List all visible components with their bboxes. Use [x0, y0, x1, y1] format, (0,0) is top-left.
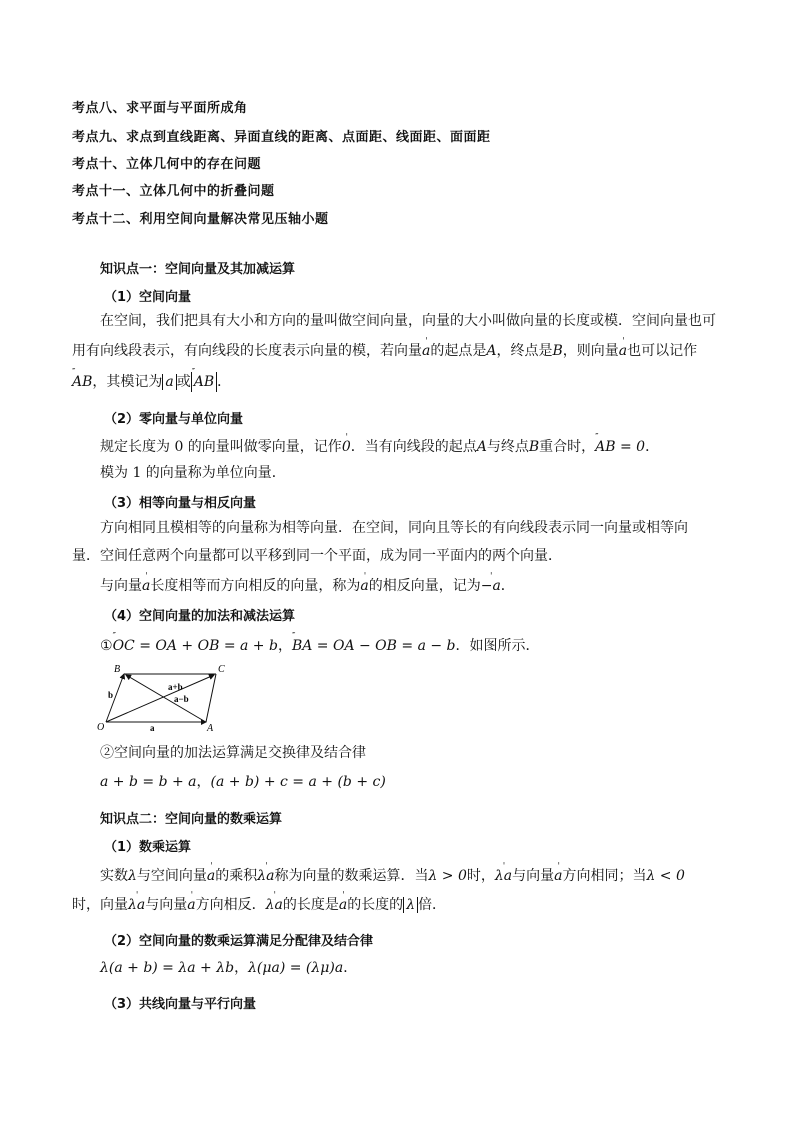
paragraph-line: ①′′′ OC = OA + OB = a + b，′′′ BA = OA − OB = a − b．如图所示．: [100, 636, 540, 656]
paragraph-line: 与向量' a长度相等而方向相反的向量，称为' a的相反向量，记为' −a．: [100, 576, 515, 596]
formula-line: a + b = b + a，(a + b) + c = a + (b + c): [100, 774, 386, 790]
paragraph-line: 规定长度为 0 的向量叫做零向量，记作' 0．当有向线段的起点A与终点B重合时，′′′ AB = 0．: [100, 437, 659, 457]
subsection-heading: （4）空间向量的加法和减法运算: [104, 609, 296, 624]
vector-label: a+b: [168, 682, 183, 692]
paragraph-line: 方向相同且模相等的向量称为相等向量．在空间，同向且等长的有向线段表示同一向量或相等向: [100, 520, 688, 536]
topic-item: 考点八、求平面与平面所成角: [72, 101, 248, 116]
topic-item: 考点十、立体几何中的存在问题: [72, 157, 262, 172]
vector-label: a: [150, 723, 155, 732]
vector-label: a−b: [174, 694, 189, 704]
subsection-heading: （2）零向量与单位向量: [104, 412, 244, 427]
paragraph-line: 用有向线段表示，有向线段的长度表示向量的模，若向量' a的起点是A，终点是B，则向量' a也可以记作: [72, 341, 697, 361]
subsection-heading: （3）相等向量与相反向量: [104, 496, 257, 511]
point-label: A: [207, 723, 214, 732]
point-label: O: [97, 722, 105, 732]
subsection-heading: （2）空间向量的数乘运算满足分配律及结合律: [104, 934, 374, 949]
subsection-heading: （1）数乘运算: [104, 840, 192, 855]
topic-item: 考点九、求点到直线距离、异面直线的距离、点面距、线面距、面面距: [72, 130, 491, 145]
section-heading: 知识点二：空间向量的数乘运算: [100, 812, 283, 827]
formula-line: λ(a + b) = λa + λb，λ(μa) = (λμ)a．: [100, 960, 358, 976]
topic-item: 考点十二、利用空间向量解决常见压轴小题: [72, 212, 329, 227]
paragraph-line: 实数λ与空间向量' a的乘积' λa称为向量的数乘运算．当λ > 0时，' λa与向量' a方向相同；当λ < 0: [100, 866, 685, 886]
subsection-heading: （3）共线向量与平行向量: [104, 997, 257, 1012]
subsection-heading: （1）空间向量: [104, 290, 192, 305]
topic-item: 考点十一、立体几何中的折叠问题: [72, 184, 275, 199]
paragraph-line: ②空间向量的加法运算满足交换律及结合律: [100, 745, 366, 761]
point-label: C: [218, 664, 225, 675]
vector-label: b: [108, 690, 114, 700]
paragraph-line: 模为 1 的向量称为单位向量．: [100, 465, 286, 481]
edge-line: [206, 674, 216, 722]
paragraph-line: 时，向量' λa与向量' a方向相反．' λa的长度是' a的长度的 λ 倍．: [72, 895, 446, 915]
paragraph-line: 在空间，我们把具有大小和方向的量叫做空间向量，向量的大小叫做向量的长度或模．空间向量也可: [100, 313, 716, 329]
section-heading: 知识点一：空间向量及其加减运算: [100, 262, 296, 277]
vector-sum-line: [106, 675, 214, 722]
vector-diff-line: [126, 675, 204, 721]
paragraph-line: ′′′ AB，其模记为 a 或′′′ AB ．: [72, 372, 231, 392]
parallelogram-diagram: [96, 660, 236, 732]
point-label: B: [114, 664, 121, 675]
paragraph-line: 量．空间任意两个向量都可以平移到同一个平面，成为同一平面内的两个向量．: [72, 548, 562, 564]
